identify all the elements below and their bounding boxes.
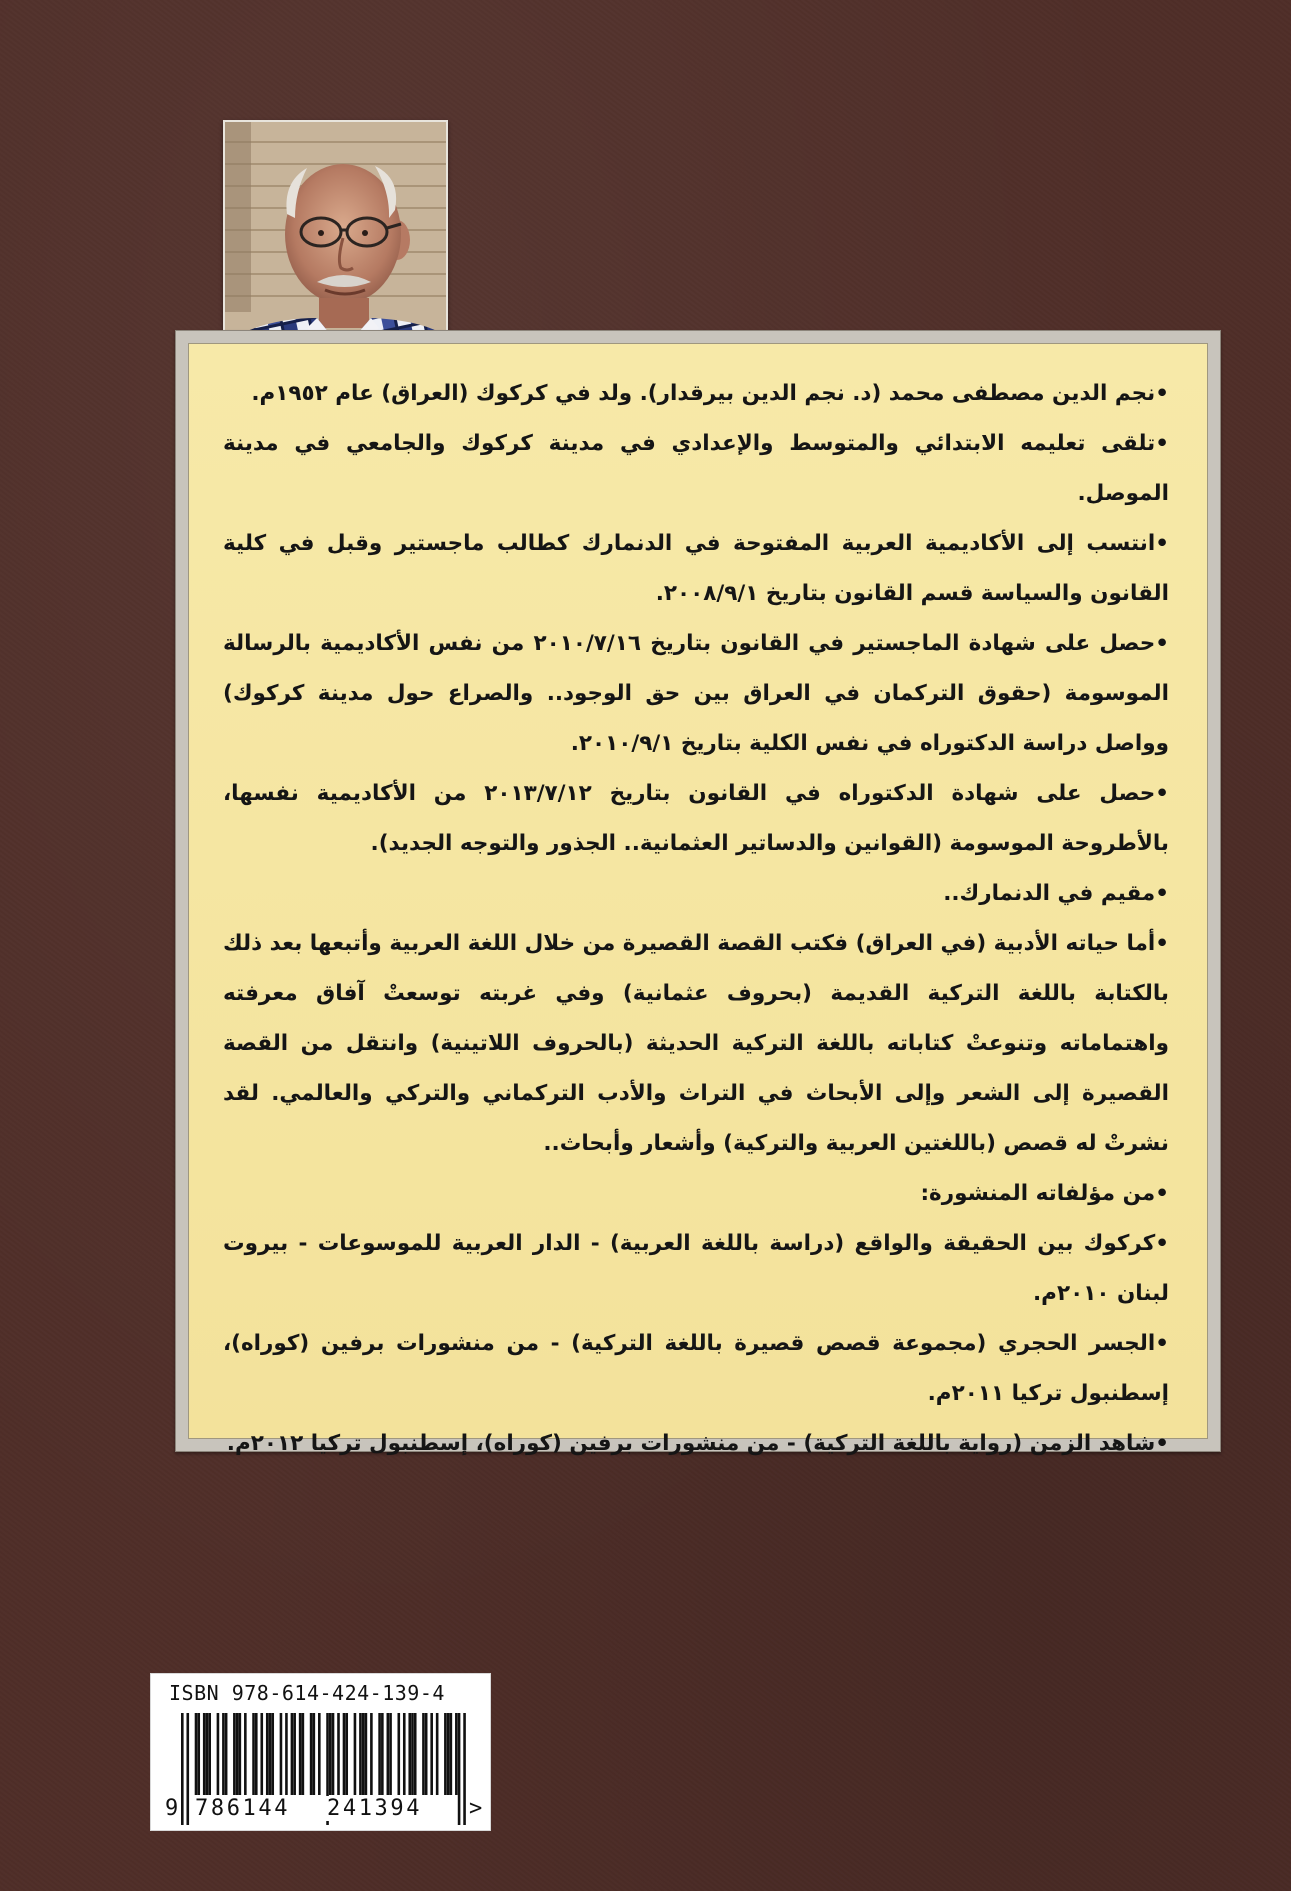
barcode-bar bbox=[181, 1713, 184, 1825]
bio-paragraph: •الجسر الحجري (مجموعة قصص قصيرة باللغة التركية) - من منشورات برفين (كوراه)، إسطنبول تركيا ٢٠١١م. bbox=[223, 1331, 1169, 1406]
barcode-bar bbox=[239, 1713, 242, 1795]
barcode-bar bbox=[285, 1713, 288, 1795]
barcode-bar bbox=[310, 1713, 313, 1795]
bio-paragraph: •أما حياته الأدبية (في العراق) فكتب القصة القصيرة من خلال اللغة العربية وأتبعها بعد ذلك بالكتابة باللغة التركية القديمة (بحروف عثمانية) وفي غربته توسعتْ آفاق معرفته واهتماماته وتنوعتْ كتاباته باللغة التركية الحديثة (بالحروف اللاتينية) وانتقل من القصة القصيرة إلى الشعر وإلى الأبحاث في التراث والأدب التركماني والتركي والعالمي. لقد نشرتْ له قصص (باللغتين العربية والتركية) وأشعار وأبحاث.. bbox=[223, 931, 1169, 1156]
barcode-bar bbox=[186, 1713, 189, 1825]
barcode-bar bbox=[280, 1713, 283, 1795]
barcode-bar bbox=[343, 1713, 346, 1795]
barcode-bar bbox=[458, 1713, 461, 1825]
barcode-bar bbox=[354, 1713, 357, 1795]
barcode-bar bbox=[447, 1713, 450, 1795]
bio-paragraph: •مقيم في الدنمارك.. bbox=[943, 881, 1169, 906]
barcode-bar bbox=[381, 1713, 384, 1795]
barcode-bar bbox=[387, 1713, 390, 1795]
barcode-bar bbox=[260, 1713, 263, 1795]
barcode-bar bbox=[195, 1713, 198, 1795]
barcode-bar bbox=[370, 1713, 373, 1795]
barcode-bar bbox=[345, 1713, 348, 1795]
barcode-bar bbox=[206, 1713, 209, 1795]
barcode-bar bbox=[425, 1713, 428, 1795]
barcode-bar bbox=[422, 1713, 425, 1795]
barcode-bar bbox=[302, 1713, 305, 1795]
bio-paragraph: •من مؤلفاته المنشورة: bbox=[920, 1181, 1169, 1206]
barcode-bar bbox=[293, 1713, 296, 1795]
barcode-bar bbox=[444, 1713, 447, 1795]
barcode-bar bbox=[269, 1713, 272, 1795]
barcode-bar bbox=[313, 1713, 316, 1795]
barcode-bar bbox=[337, 1713, 340, 1795]
barcode-bar bbox=[329, 1713, 332, 1795]
bio-paragraph: •تلقى تعليمه الابتدائي والمتوسط والإعدادي في مدينة كركوك والجامعي في مدينة الموصل. bbox=[223, 431, 1169, 506]
barcode-bar bbox=[414, 1713, 417, 1795]
barcode-bar bbox=[450, 1713, 453, 1795]
barcode-bar bbox=[389, 1713, 392, 1795]
barcode-digits-group2: 241394 bbox=[327, 1796, 423, 1821]
barcode-bar bbox=[225, 1713, 228, 1795]
barcode-bar bbox=[403, 1713, 406, 1795]
barcode-bar bbox=[271, 1713, 274, 1795]
barcode-bar bbox=[455, 1713, 458, 1795]
barcode-bar bbox=[430, 1713, 433, 1795]
barcode-bar bbox=[411, 1713, 414, 1795]
barcode-bar bbox=[365, 1713, 368, 1795]
barcode-bar bbox=[378, 1713, 381, 1795]
barcode-bar bbox=[236, 1713, 239, 1795]
barcode-bar bbox=[436, 1713, 439, 1795]
barcode-bar bbox=[244, 1713, 247, 1795]
barcode-arrow: > bbox=[469, 1796, 483, 1821]
barcode-bar bbox=[359, 1713, 362, 1795]
barcode-bar bbox=[217, 1713, 220, 1795]
barcode-bar bbox=[255, 1713, 258, 1795]
bio-paragraph: •كركوك بين الحقيقة والواقع (دراسة باللغة العربية) - الدار العربية للموسوعات - بيروت لبنان ٢٠١٠م. bbox=[223, 1231, 1169, 1306]
bio-paragraph: •حصل على شهادة الدكتوراه في القانون بتاريخ ٢٠١٣/٧/١٢ من الأكاديمية نفسها، بالأطروحة الموسومة (القوانين والدساتير العثمانية.. الجذور والتوجه الجديد). bbox=[223, 781, 1170, 856]
barcode-bar bbox=[222, 1713, 225, 1795]
bio-paragraph: •نجم الدين مصطفى محمد (د. نجم الدين بيرقدار). ولد في كركوك (العراق) عام ١٩٥٢م. bbox=[251, 381, 1169, 406]
biography-panel bbox=[188, 343, 1208, 1456]
bio-paragraph: •شاهد الزمن (رواية باللغة التركية) - من منشورات برفين (كوراه)، إسطنبول تركيا ٢٠١٢م. bbox=[226, 1431, 1169, 1456]
barcode-bar bbox=[252, 1713, 255, 1795]
barcode-bar bbox=[463, 1713, 466, 1825]
barcode-bar bbox=[408, 1713, 411, 1795]
barcode-bar bbox=[332, 1713, 335, 1795]
isbn-label: ISBN 978-614-424-139-4 bbox=[169, 1681, 445, 1705]
barcode-bar bbox=[233, 1713, 236, 1795]
barcode-digit-first: 9 bbox=[165, 1796, 179, 1821]
barcode-bar bbox=[203, 1713, 206, 1795]
barcode-bar bbox=[299, 1713, 302, 1795]
barcode-bar bbox=[291, 1713, 294, 1795]
bio-paragraph: •حصل على شهادة الماجستير في القانون بتاريخ ٢٠١٠/٧/١٦ من نفس الأكاديمية بالرسالة الموسومة (حقوق التركمان في العراق بين حق الوجود.. والصراع حول مدينة كركوك) وواصل دراسة الدكتوراه في نفس الكلية بتاريخ ٢٠١٠/٩/١. bbox=[223, 631, 1169, 756]
bio-paragraph: •انتسب إلى الأكاديمية العربية المفتوحة في الدنمارك كطالب ماجستير وقبل في كلية القانون والسياسة قسم القانون بتاريخ ٢٠٠٨/٩/١. bbox=[223, 531, 1169, 606]
isbn-barcode bbox=[150, 1673, 491, 1831]
barcode-bar bbox=[208, 1713, 211, 1795]
barcode-digits-group1: 786144 bbox=[195, 1796, 291, 1821]
barcode-bar bbox=[197, 1713, 200, 1795]
barcode-bar bbox=[318, 1713, 321, 1795]
barcode-bar bbox=[397, 1713, 400, 1795]
barcode-bar bbox=[266, 1713, 269, 1795]
barcode-bar bbox=[362, 1713, 365, 1795]
